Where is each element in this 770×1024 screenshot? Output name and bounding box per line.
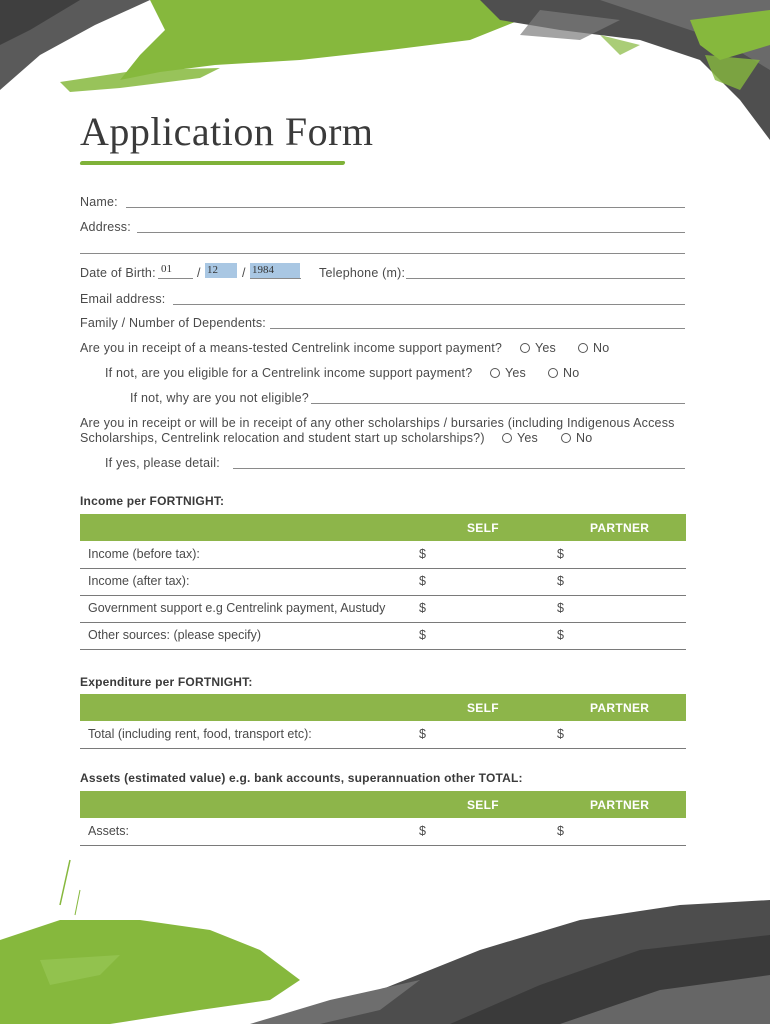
self-amount-field[interactable]: $: [419, 824, 426, 838]
partner-amount-field[interactable]: $: [557, 628, 564, 642]
q2-yes-radio[interactable]: [490, 368, 500, 378]
q2-yes-label: Yes: [505, 366, 526, 380]
income-row-label: Government support e.g Centrelink payment, Austudy: [88, 601, 386, 615]
q2-no-label: No: [563, 366, 580, 380]
expenditure-row-label: Total (including rent, food, transport etc):: [88, 727, 312, 741]
q2-no-radio[interactable]: [548, 368, 558, 378]
table-row: [80, 818, 686, 846]
q4-no-radio[interactable]: [561, 433, 571, 443]
table-row: [80, 568, 686, 596]
partner-amount-field[interactable]: $: [557, 574, 564, 588]
assets-partner-header: PARTNER: [590, 798, 650, 812]
address-field-line-1[interactable]: [137, 232, 685, 233]
address-label: Address:: [80, 220, 131, 234]
question-scholarship-detail: If yes, please detail:: [105, 456, 220, 470]
dob-year-field[interactable]: 1984: [250, 263, 300, 278]
dob-separator-2: /: [242, 266, 246, 280]
income-row-label: Income (before tax):: [88, 547, 200, 561]
table-row: [80, 721, 686, 749]
expenditure-partner-header: PARTNER: [590, 701, 650, 715]
question-scholarships-line-2: Scholarships, Centrelink relocation and student start up scholarships?): [80, 431, 485, 445]
q4-yes-label: Yes: [517, 431, 538, 445]
income-row-label: Other sources: (please specify): [88, 628, 261, 642]
email-label: Email address:: [80, 292, 166, 306]
family-label: Family / Number of Dependents:: [80, 316, 266, 330]
address-field-line-2[interactable]: [80, 253, 685, 254]
self-amount-field[interactable]: $: [419, 547, 426, 561]
question-centrelink-eligible: If not, are you eligible for a Centrelink income support payment?: [105, 366, 473, 380]
assets-heading: Assets (estimated value) e.g. bank accounts, superannuation other TOTAL:: [80, 771, 523, 785]
q1-no-label: No: [593, 341, 610, 355]
self-amount-field[interactable]: $: [419, 601, 426, 615]
not-eligible-reason-field[interactable]: [311, 403, 685, 404]
q1-yes-radio[interactable]: [520, 343, 530, 353]
name-field[interactable]: [126, 207, 685, 208]
question-centrelink-receipt: Are you in receipt of a means-tested Centrelink income support payment?: [80, 341, 503, 355]
income-heading: Income per FORTNIGHT:: [80, 494, 225, 508]
table-row: [80, 595, 686, 623]
q1-yes-label: Yes: [535, 341, 556, 355]
partner-amount-field[interactable]: $: [557, 547, 564, 561]
income-self-header: SELF: [467, 521, 499, 535]
expenditure-table-header: [80, 694, 686, 721]
q4-no-label: No: [576, 431, 593, 445]
telephone-label: Telephone (m):: [319, 266, 406, 280]
self-amount-field[interactable]: $: [419, 628, 426, 642]
dob-year-underline: [250, 278, 301, 279]
email-field[interactable]: [173, 304, 685, 305]
assets-table-header: [80, 791, 686, 818]
question-scholarships-line-1: Are you in receipt or will be in receipt of any other scholarships / bursaries (including Indigenous Access: [80, 416, 675, 430]
partner-amount-field[interactable]: $: [557, 601, 564, 615]
expenditure-heading: Expenditure per FORTNIGHT:: [80, 675, 253, 689]
self-amount-field[interactable]: $: [419, 727, 426, 741]
name-label: Name:: [80, 195, 118, 209]
assets-row-label: Assets:: [88, 824, 129, 838]
scholarship-detail-field[interactable]: [233, 468, 685, 469]
dob-separator-1: /: [197, 266, 201, 280]
assets-self-header: SELF: [467, 798, 499, 812]
income-partner-header: PARTNER: [590, 521, 650, 535]
dob-month-field[interactable]: 12: [205, 263, 237, 278]
dob-day-value: 01: [161, 263, 172, 275]
q4-yes-radio[interactable]: [502, 433, 512, 443]
question-not-eligible-reason: If not, why are you not eligible?: [130, 391, 309, 405]
self-amount-field[interactable]: $: [419, 574, 426, 588]
family-field[interactable]: [270, 328, 685, 329]
page-title: Application Form: [80, 109, 374, 154]
telephone-field[interactable]: [406, 278, 685, 279]
table-row: [80, 622, 686, 650]
title-underline: [79, 161, 345, 165]
partner-amount-field[interactable]: $: [557, 824, 564, 838]
dob-label: Date of Birth:: [80, 266, 156, 280]
table-row: [80, 541, 686, 569]
partner-amount-field[interactable]: $: [557, 727, 564, 741]
income-table-header: [80, 514, 686, 541]
income-row-label: Income (after tax):: [88, 574, 190, 588]
expenditure-self-header: SELF: [467, 701, 499, 715]
dob-day-field[interactable]: [158, 278, 193, 279]
q1-no-radio[interactable]: [578, 343, 588, 353]
